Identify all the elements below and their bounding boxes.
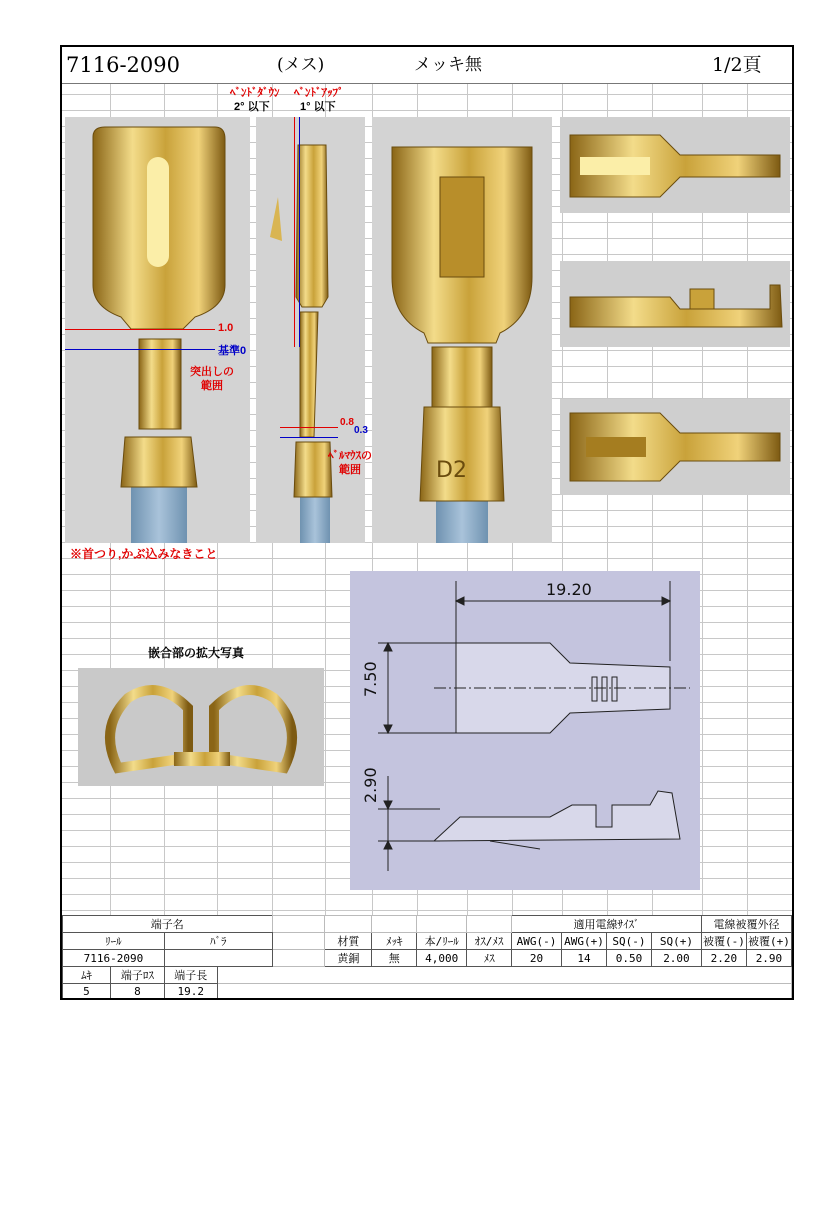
group-terminal-name: 端子名 bbox=[63, 916, 273, 933]
col-cov-max: 被覆(+) bbox=[746, 933, 791, 950]
dim-height: 2.90 bbox=[361, 767, 380, 803]
side-dim-2: 0.3 bbox=[354, 425, 368, 436]
dimension-drawing bbox=[350, 571, 700, 890]
enlarged-caption: 嵌合部の拡大写真 bbox=[148, 646, 245, 660]
cell-plating: 無 bbox=[372, 950, 417, 967]
col-strip: ﾑｷ bbox=[63, 967, 111, 984]
page-number: 1/2頁 bbox=[712, 54, 762, 76]
cell-per-reel: 4,000 bbox=[417, 950, 467, 967]
group-insulation: 電線被覆外径 bbox=[701, 916, 791, 933]
side-dim-1: 0.8 bbox=[340, 417, 354, 428]
terminal-side-photo bbox=[256, 117, 365, 543]
bend-up-label: ﾍﾞﾝﾄﾞｱｯﾌﾟ bbox=[294, 87, 344, 99]
cell-material: 黄銅 bbox=[325, 950, 372, 967]
table-subheader-row bbox=[63, 967, 792, 984]
terminal-profile-photo bbox=[560, 261, 790, 347]
front-dim-1: 1.0 bbox=[218, 322, 234, 334]
table-row bbox=[63, 950, 792, 967]
col-sq-min: SQ(-) bbox=[607, 933, 652, 950]
terminal-back-photo bbox=[372, 117, 552, 543]
col-per-reel: 本/ﾘｰﾙ bbox=[417, 933, 467, 950]
part-number: 7116-2090 bbox=[66, 53, 180, 77]
mating-closeup-photo bbox=[78, 668, 324, 786]
spec-table bbox=[62, 915, 792, 999]
spec-sheet bbox=[60, 45, 794, 1000]
cell-male-female: ﾒｽ bbox=[467, 950, 512, 967]
col-cov-min: 被覆(-) bbox=[701, 933, 746, 950]
col-plating: ﾒｯｷ bbox=[372, 933, 417, 950]
col-reel: ﾘｰﾙ bbox=[63, 933, 165, 950]
table-header-row bbox=[63, 933, 792, 950]
col-awg-max: AWG(+) bbox=[562, 933, 607, 950]
cell-sq-max: 2.00 bbox=[651, 950, 701, 967]
group-wire-size: 適用電線ｻｲｽﾞ bbox=[512, 916, 702, 933]
bellmouth-label: ﾍﾞﾙﾏｳｽの 範囲 bbox=[328, 450, 372, 476]
col-awg-min: AWG(-) bbox=[512, 933, 562, 950]
bend-up-value: 1° 以下 bbox=[300, 101, 336, 113]
dim-length: 19.20 bbox=[546, 580, 592, 599]
col-material: 材質 bbox=[325, 933, 372, 950]
col-male-female: ｵｽ/ﾒｽ bbox=[467, 933, 512, 950]
col-loss: 端子ﾛｽ bbox=[110, 967, 164, 984]
cell-length: 19.2 bbox=[164, 984, 217, 999]
warning-note: ※首つり,かぶ込みなきこと bbox=[70, 547, 218, 561]
bend-down-label: ﾍﾞﾝﾄﾞﾀﾞｳﾝ bbox=[230, 87, 280, 99]
cell-loss: 8 bbox=[110, 984, 164, 999]
col-length: 端子長 bbox=[164, 967, 217, 984]
cell-cov-max: 2.90 bbox=[746, 950, 791, 967]
terminal-top-photo bbox=[560, 117, 790, 213]
gender-label: (メス) bbox=[277, 55, 325, 75]
table-group-row bbox=[63, 916, 792, 933]
cell-reel: 7116-2090 bbox=[63, 950, 165, 967]
plating-label: メッキ無 bbox=[414, 55, 482, 75]
cell-awg-max: 14 bbox=[562, 950, 607, 967]
cell-loose bbox=[164, 950, 272, 967]
cell-strip: 5 bbox=[63, 984, 111, 999]
table-row bbox=[63, 984, 792, 999]
cell-cov-min: 2.20 bbox=[701, 950, 746, 967]
bend-down-value: 2° 以下 bbox=[234, 101, 270, 113]
col-sq-max: SQ(+) bbox=[651, 933, 701, 950]
col-loose: ﾊﾞﾗ bbox=[164, 933, 272, 950]
sheet-header bbox=[62, 47, 792, 84]
terminal-bottom-photo bbox=[560, 399, 790, 495]
cell-sq-min: 0.50 bbox=[607, 950, 652, 967]
front-ref: 基準0 bbox=[218, 345, 247, 357]
cell-awg-min: 20 bbox=[512, 950, 562, 967]
protrusion-label: 突出しの 範囲 bbox=[190, 366, 234, 392]
dim-width: 7.50 bbox=[361, 661, 380, 697]
terminal-stamp: D2 bbox=[436, 458, 467, 483]
